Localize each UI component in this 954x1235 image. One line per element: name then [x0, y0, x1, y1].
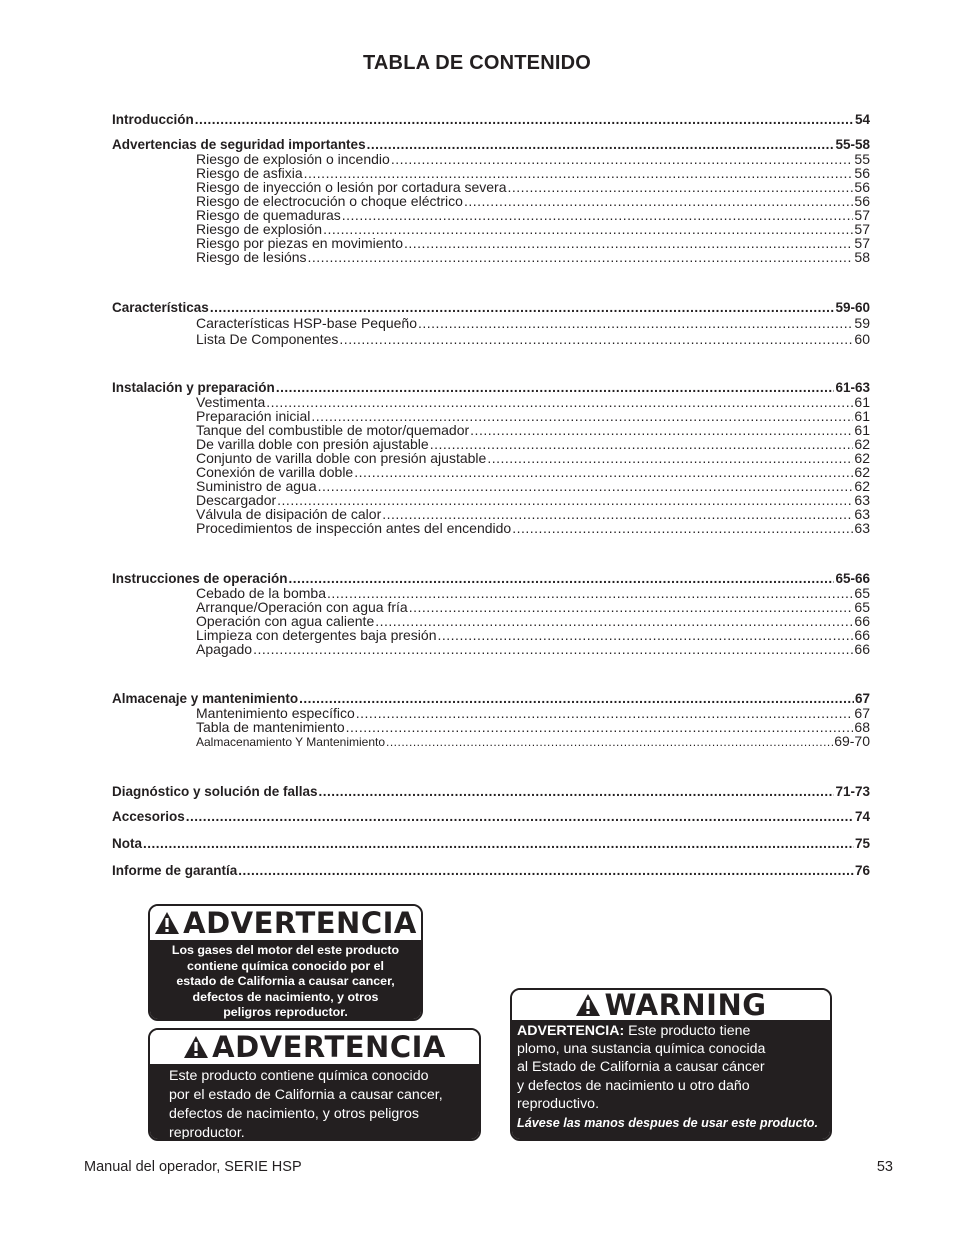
toc-subentry[interactable] [112, 521, 870, 535]
toc-entry-nota[interactable] [112, 836, 870, 851]
warning-line: por el estado de California a causar cancer, [169, 1087, 443, 1103]
toc-page: 74 [854, 809, 870, 824]
warning-label-engine-exhaust [148, 904, 423, 1021]
warning-header [150, 906, 421, 940]
warning-line: y defectos de nacimiento u otro daño [517, 1077, 750, 1094]
toc-label: Lista De Componentes [196, 331, 339, 347]
toc-label: Instrucciones de operación [112, 571, 288, 586]
warning-line: reproductor. [169, 1125, 245, 1141]
toc-subentry[interactable] [112, 409, 870, 423]
toc-page: 59 [854, 315, 870, 331]
toc-subentry[interactable] [112, 250, 870, 264]
toc-page: 63 [854, 520, 870, 536]
toc-subentry[interactable] [112, 451, 870, 465]
toc-label: Tanque del combustible de motor/quemador [196, 422, 470, 438]
toc-subentry[interactable] [112, 316, 870, 330]
toc-label: Instalación y preparación [112, 380, 275, 395]
warning-triangle-icon [154, 911, 180, 935]
warning-line: plomo, una sustancia química conocida [517, 1041, 766, 1058]
toc-page: 56 [854, 165, 870, 181]
toc-subentry[interactable] [112, 628, 870, 642]
toc-page: 63 [854, 506, 870, 522]
toc-page: 60 [854, 331, 870, 347]
toc-label: Aalmacenamiento Y Mantenimiento [196, 735, 385, 749]
warning-triangle-icon [575, 993, 601, 1017]
toc-page: 76 [854, 863, 870, 878]
toc-subentry[interactable] [112, 332, 870, 346]
toc-label: Riesgo por piezas en movimiento [196, 235, 403, 251]
toc-page: 65 [854, 585, 870, 601]
toc-label: Características [112, 300, 209, 315]
warning-heading: WARNING [604, 988, 767, 1022]
toc-page: 54 [854, 112, 870, 127]
toc-subentry[interactable] [112, 208, 870, 222]
toc-label: Riesgo de inyección o lesión por cortadura severa [196, 179, 507, 195]
toc-label: Riesgo de explosión o incendio [196, 151, 390, 167]
toc-page: 62 [854, 464, 870, 480]
toc-label: Cebado de la bomba [196, 585, 326, 601]
toc-label: Introducción [112, 112, 194, 127]
toc-label: Informe de garantía [112, 863, 238, 878]
warning-note: Lávese las manos despues de usar este producto. [517, 1116, 818, 1131]
toc-entry-almacenaje[interactable] [112, 691, 870, 706]
toc-label: Características HSP-base Pequeño [196, 315, 417, 331]
toc-label: Accesorios [112, 809, 185, 824]
toc-subentry[interactable] [112, 706, 870, 720]
toc-subentry[interactable] [112, 479, 870, 493]
toc-subentry[interactable] [112, 507, 870, 521]
warning-heading: ADVERTENCIA [212, 1030, 446, 1064]
toc-label: Tabla de mantenimiento [196, 719, 345, 735]
warning-heading: ADVERTENCIA [183, 906, 417, 940]
page-title: TABLA DE CONTENIDO [362, 52, 592, 74]
toc-label: Almacenaje y mantenimiento [112, 691, 299, 706]
toc-subentry[interactable] [112, 465, 870, 479]
toc-page: 67 [854, 705, 870, 721]
toc-page: 61 [854, 408, 870, 424]
toc-subentry[interactable] [112, 236, 870, 250]
toc-entry-garantia[interactable] [112, 863, 870, 878]
toc-label: Mantenimiento específico [196, 705, 355, 721]
toc-page: 65-66 [835, 571, 870, 586]
toc-label: Diagnóstico y solución de fallas [112, 784, 318, 799]
toc-subentry[interactable] [112, 720, 870, 734]
footer-manual-title: Manual del operador, SERIE HSP [84, 1159, 302, 1175]
toc-label: Suministro de agua [196, 478, 317, 494]
toc-label: Conjunto de varilla doble con presión ajustable [196, 450, 487, 466]
toc-entry-caracteristicas[interactable] [112, 300, 870, 315]
warning-label-product-chemicals [148, 1028, 481, 1141]
toc-page: 61 [854, 422, 870, 438]
toc-subentry[interactable] [112, 734, 870, 749]
warning-header [512, 990, 830, 1020]
toc-label: Riesgo de electrocución o choque eléctrico [196, 193, 463, 209]
toc-entry-accesorios[interactable] [112, 809, 870, 824]
warning-line [517, 1022, 830, 1040]
toc-page: 69-70 [834, 733, 870, 749]
toc-label: Advertencias de seguridad importantes [112, 137, 366, 152]
warning-line: reproductivo. [517, 1095, 600, 1112]
warning-triangle-icon [183, 1035, 209, 1059]
toc-subentry[interactable] [112, 600, 870, 614]
toc-page: 62 [854, 450, 870, 466]
toc-page: 67 [854, 691, 870, 706]
toc-subentry[interactable] [112, 166, 870, 180]
warning-line: estado de California a causar cancer, [176, 974, 395, 989]
toc-page: 57 [854, 235, 870, 251]
toc-subentry[interactable] [112, 614, 870, 628]
warning-label-lead [510, 988, 832, 1141]
warning-line: defectos de nacimiento, y otros peligros [169, 1106, 419, 1122]
footer-page-number: 53 [876, 1159, 893, 1175]
toc-subentry[interactable] [112, 395, 870, 409]
toc-entry-diagnostico[interactable] [112, 784, 870, 799]
toc-label: Arranque/Operación con agua fría [196, 599, 408, 615]
toc-subentry[interactable] [112, 194, 870, 208]
warning-lead: ADVERTENCIA: [517, 1023, 625, 1039]
toc-subentry[interactable] [112, 180, 870, 194]
toc-subentry[interactable] [112, 586, 870, 600]
toc-label: Descargador [196, 492, 277, 508]
toc-label: Limpieza con detergentes baja presión [196, 627, 437, 643]
warning-line: Los gases del motor del este producto [171, 943, 400, 957]
toc-page: 66 [854, 627, 870, 643]
warning-line-rest: Este producto tiene [624, 1023, 751, 1039]
toc-page: 57 [854, 221, 870, 237]
toc-label: Operación con agua caliente [196, 613, 375, 629]
toc-page: 66 [854, 641, 870, 657]
warning-line: peligros reproductor. [223, 1005, 348, 1020]
toc-page: 56 [854, 179, 870, 195]
toc-page: 62 [854, 478, 870, 494]
toc-label: Vestimenta [196, 394, 266, 410]
toc-page: 59-60 [835, 300, 870, 315]
toc-page: 61 [854, 394, 870, 410]
warning-line: contiene química conocido por el [187, 958, 384, 973]
toc-page: 75 [854, 836, 870, 851]
toc-label: Procedimientos de inspección antes del encendido [196, 520, 512, 536]
toc-entry-advertencias[interactable] [112, 137, 870, 152]
toc-subentry[interactable] [112, 493, 870, 507]
toc-label: Válvula de disipación de calor [196, 506, 382, 522]
toc-page: 63 [854, 492, 870, 508]
toc-page: 68 [854, 719, 870, 735]
toc-label: Preparación inicial [196, 408, 311, 424]
toc-label: Riesgo de asfixia [196, 165, 303, 181]
warning-line: al Estado de California a causar cáncer [517, 1059, 765, 1076]
toc-label: Riesgo de lesións [196, 249, 307, 265]
toc-label: Conexión de varilla doble [196, 464, 354, 480]
toc-label: Apagado [196, 641, 253, 657]
toc-page: 55-58 [835, 137, 870, 152]
toc-page: 66 [854, 613, 870, 629]
toc-subentry[interactable] [112, 642, 870, 656]
toc-entry-introduccion[interactable] [112, 112, 870, 127]
toc-subentry[interactable] [112, 222, 870, 236]
toc-page: 58 [854, 249, 870, 265]
toc-page: 56 [854, 193, 870, 209]
warning-line: defectos de nacimiento, y otros [192, 989, 379, 1004]
toc-page: 62 [854, 436, 870, 452]
toc-subentry[interactable] [112, 152, 870, 166]
toc-page: 55 [854, 151, 870, 167]
toc-page: 57 [854, 207, 870, 223]
toc-page: 65 [854, 599, 870, 615]
warning-line: Este producto contiene química conocido [169, 1068, 429, 1084]
toc-subentry[interactable] [112, 437, 870, 451]
toc-entry-instalacion[interactable] [112, 380, 870, 395]
toc-label: Riesgo de quemaduras [196, 207, 341, 223]
toc-page: 61-63 [835, 380, 870, 395]
toc-label: De varilla doble con presión ajustable [196, 436, 429, 452]
toc-page: 71-73 [835, 784, 870, 799]
toc-entry-instrucciones[interactable] [112, 571, 870, 586]
warning-body [150, 940, 421, 1021]
warning-body [150, 1064, 479, 1141]
toc-label: Nota [112, 836, 142, 851]
warning-body [512, 1020, 830, 1141]
toc-subentry[interactable] [112, 423, 870, 437]
warning-header [150, 1030, 479, 1064]
toc-label: Riesgo de explosión [196, 221, 323, 237]
